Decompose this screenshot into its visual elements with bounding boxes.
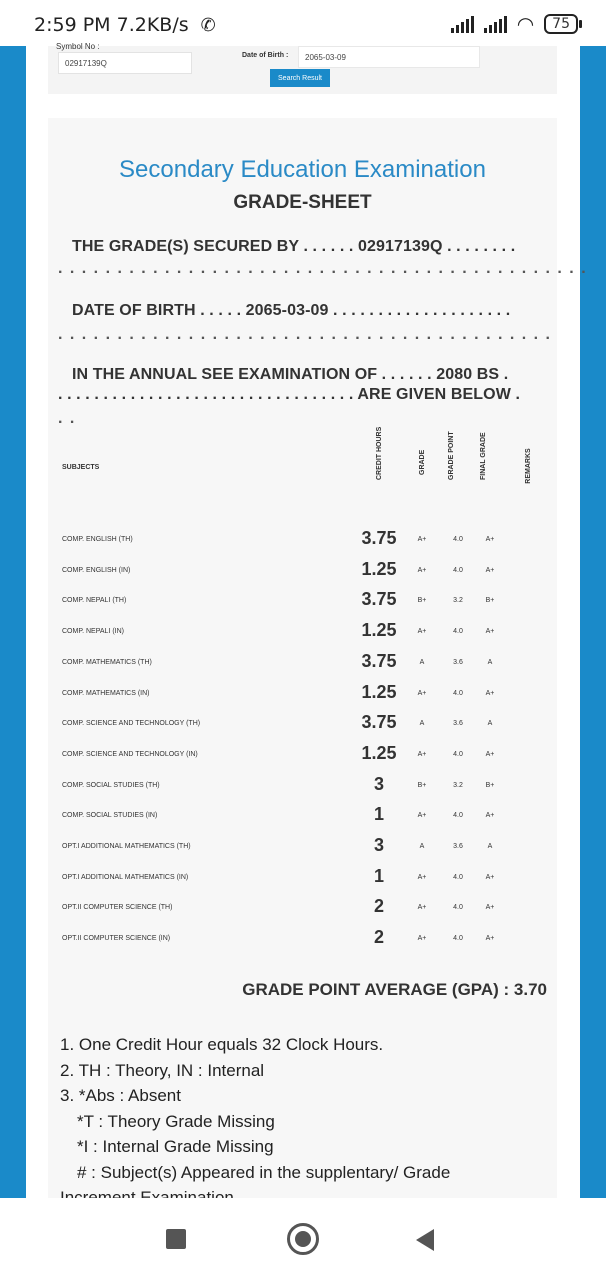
table-row: [48, 650, 557, 680]
grade-point-cell: 4.0: [453, 873, 463, 881]
grade-cell: A: [419, 843, 425, 850]
search-result-button[interactable]: Search Result: [270, 69, 330, 87]
table-row: [48, 527, 557, 557]
table-row: [48, 834, 557, 864]
grade-cell: A+: [417, 750, 427, 758]
final-grade-cell: A+: [485, 750, 495, 758]
symbol-input[interactable]: 02917139Q: [58, 52, 192, 74]
navigation-bar: [0, 1198, 606, 1280]
grade-sheet-title: GRADE-SHEET: [233, 192, 372, 213]
status-time: 2:59 PM: [34, 14, 111, 36]
credit-hours-cell: 3.75: [361, 650, 397, 671]
credit-hours-cell: 1.25: [361, 620, 397, 641]
credit-hours-cell: 1.25: [361, 742, 397, 763]
grade-cell: A+: [417, 873, 427, 881]
final-grade-cell: A: [487, 843, 493, 850]
grade-point-cell: 4.0: [453, 536, 463, 543]
wifi-icon: ◠: [516, 12, 535, 36]
grade-point-cell: 4.0: [453, 689, 463, 697]
symbol-label: Symbol No :: [56, 42, 100, 51]
subject-cell: COMP. SCIENCE AND TECHNOLOGY (TH): [62, 720, 201, 728]
frame-left: [0, 46, 26, 1198]
note-internal-missing: *I : Internal Grade Missing: [77, 1137, 274, 1156]
credit-hours-cell: 3.75: [361, 589, 397, 610]
table-row: [48, 742, 557, 772]
subject-cell: COMP. ENGLISH (IN): [62, 566, 131, 574]
subject-cell: OPT.II COMPUTER SCIENCE (TH): [62, 904, 173, 912]
square-icon[interactable]: [166, 1229, 186, 1249]
header-subjects: SUBJECTS: [62, 464, 100, 471]
subject-cell: COMP. NEPALI (IN): [62, 628, 124, 636]
circle-icon[interactable]: [287, 1223, 319, 1255]
note-2: 2. TH : Theory, IN : Internal: [60, 1060, 265, 1080]
subject-cell: COMP. SOCIAL STUDIES (TH): [62, 781, 160, 789]
credit-hours-cell: 1: [373, 804, 384, 825]
annual-exam-line: IN THE ANNUAL SEE EXAMINATION OF . . . . . . 2080 BS .: [72, 366, 509, 383]
final-grade-cell: A+: [485, 536, 495, 543]
frame-right: [580, 46, 606, 1198]
dob-input[interactable]: 2065-03-09: [298, 46, 480, 68]
final-grade-cell: B+: [485, 597, 495, 605]
header-grade-point: GRADE POINT: [448, 431, 455, 480]
grade-point-cell: 4.0: [453, 566, 463, 574]
grade-cell: A: [419, 720, 425, 728]
table-row: [48, 588, 557, 618]
gpa-line: GRADE POINT AVERAGE (GPA) : 3.70: [242, 980, 547, 999]
grade-point-cell: 3.6: [453, 720, 463, 728]
final-grade-cell: B+: [485, 781, 495, 789]
note-3: 3. *Abs : Absent: [60, 1086, 181, 1105]
grade-cell: B+: [417, 781, 427, 789]
subject-cell: COMP. SCIENCE AND TECHNOLOGY (IN): [62, 750, 198, 758]
table-row: [48, 619, 557, 649]
grade-point-cell: 4.0: [453, 904, 463, 912]
final-grade-cell: A+: [485, 566, 495, 574]
grade-cell: A+: [417, 689, 427, 697]
subject-cell: COMP. NEPALI (TH): [62, 597, 127, 605]
subject-cell: OPT.I ADDITIONAL MATHEMATICS (TH): [62, 843, 191, 850]
grade-cell: A: [419, 658, 425, 666]
exam-title: Secondary Education Examination: [119, 156, 486, 183]
final-grade-cell: A+: [485, 689, 495, 697]
subject-cell: COMP. ENGLISH (TH): [62, 536, 133, 543]
note-1: 1. One Credit Hour equals 32 Clock Hours.: [60, 1035, 384, 1054]
table-row: [48, 558, 557, 588]
status-bar: [0, 0, 606, 46]
subject-cell: COMP. SOCIAL STUDIES (IN): [62, 812, 158, 820]
grade-point-cell: 3.2: [453, 597, 463, 605]
dots-line-2: . . . . . . . . . . . . . . . . . . . . . . . . . . . . . . . . . . . . . . . . . .: [58, 326, 552, 343]
status-left: [34, 14, 216, 36]
back-triangle-icon[interactable]: [416, 1229, 434, 1251]
search-form: [48, 42, 557, 94]
grade-cell: A+: [417, 628, 427, 636]
credit-hours-cell: 1.25: [361, 558, 397, 579]
credit-hours-cell: 3.75: [361, 712, 397, 733]
grade-cell: A+: [417, 812, 427, 820]
grade-point-cell: 4.0: [453, 750, 463, 758]
grade-point-cell: 3.6: [453, 658, 463, 666]
header-credit-hours: CREDIT HOURS: [376, 426, 383, 480]
network-speed: 7.2KB/s: [116, 14, 189, 36]
final-grade-cell: A+: [485, 628, 495, 636]
signal-2-icon: [484, 15, 507, 33]
note-supplementary: # : Subject(s) Appeared in the supplentary/ Grade: [77, 1162, 451, 1182]
final-grade-cell: A: [487, 658, 493, 666]
dots-line-1: . . . . . . . . . . . . . . . . . . . . . . . . . . . . . . . . . . . . . . . . . . . . .: [58, 260, 588, 277]
signal-1-icon: [451, 15, 474, 33]
dots-line-3: . .: [58, 410, 76, 427]
grade-cell: A+: [417, 536, 427, 543]
grade-cell: B+: [417, 597, 427, 605]
table-row: [48, 895, 557, 925]
given-below-line: . . . . . . . . . . . . . . . . . . . . . . . . . . . . . . . . . ARE GIVEN BELOW .: [58, 386, 520, 403]
header-remarks: REMARKS: [525, 448, 532, 484]
header-final-grade: FINAL GRADE: [480, 432, 487, 480]
subject-cell: COMP. MATHEMATICS (IN): [62, 689, 150, 697]
final-grade-cell: A: [487, 720, 493, 728]
table-row: [48, 803, 557, 833]
credit-hours-cell: 2: [373, 896, 384, 917]
dob-label: Date of Birth :: [242, 52, 289, 59]
credit-hours-cell: 3.75: [361, 528, 397, 548]
subject-cell: OPT.I ADDITIONAL MATHEMATICS (IN): [62, 873, 189, 881]
credit-hours-cell: 1: [373, 865, 384, 886]
table-row: [48, 681, 557, 711]
grade-sheet-card: [48, 118, 588, 1198]
dob-line: DATE OF BIRTH . . . . . 2065-03-09 . . . . . . . . . . . . . . . . . . . .: [72, 302, 511, 319]
subject-cell: OPT.II COMPUTER SCIENCE (IN): [62, 935, 171, 943]
credit-hours-cell: 3: [373, 773, 384, 794]
credit-hours-cell: 1.25: [361, 681, 397, 702]
grade-point-cell: 3.6: [453, 843, 463, 850]
battery-icon: 75: [544, 14, 578, 34]
grade-point-cell: 3.2: [453, 781, 463, 789]
table-row: [48, 773, 557, 803]
final-grade-cell: A+: [485, 812, 495, 820]
table-row: [48, 926, 557, 956]
table-row: [48, 865, 557, 895]
credit-hours-cell: 2: [373, 927, 384, 948]
grade-cell: A+: [417, 566, 427, 574]
grade-cell: A+: [417, 904, 427, 912]
grade-cell: A+: [417, 935, 427, 943]
page-content: [26, 42, 588, 1198]
status-right: [451, 14, 578, 34]
note-theory-missing: *T : Theory Grade Missing: [77, 1111, 275, 1131]
wifi-call-icon: ✆: [200, 15, 216, 36]
header-grade: GRADE: [419, 449, 426, 475]
subject-cell: COMP. MATHEMATICS (TH): [62, 658, 152, 666]
grade-point-cell: 4.0: [453, 628, 463, 636]
credit-hours-cell: 3: [373, 835, 384, 855]
table-row: [48, 711, 557, 741]
final-grade-cell: A+: [485, 904, 495, 912]
grade-point-cell: 4.0: [453, 812, 463, 820]
final-grade-cell: A+: [485, 935, 495, 943]
grade-point-cell: 4.0: [453, 935, 463, 943]
final-grade-cell: A+: [485, 873, 495, 881]
secured-by-line: THE GRADE(S) SECURED BY . . . . . . 02917139Q . . . . . . . .: [72, 238, 516, 255]
